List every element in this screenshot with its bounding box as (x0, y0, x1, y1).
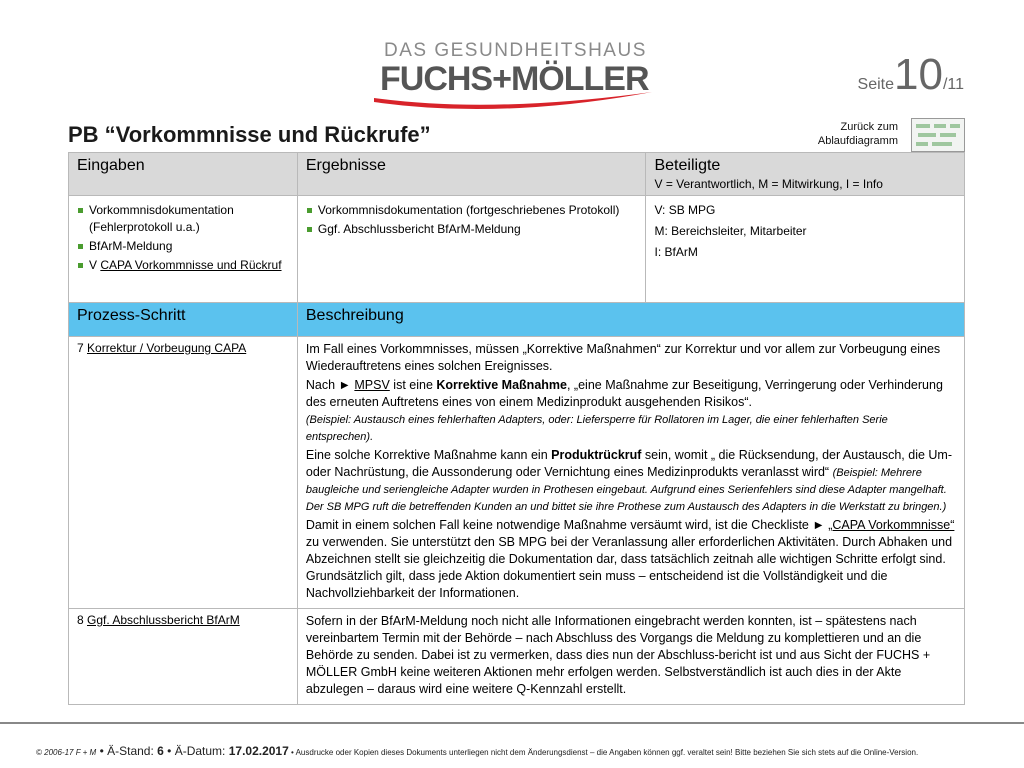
list-item: Vorkommnisdokumentation (fortgeschriebenes Protokoll) (306, 202, 638, 219)
text-span: Damit in einem solchen Fall keine notwendige Maßnahme versäumt wird, ist die Checkliste ► (305, 518, 829, 532)
step-header: Prozess-Schritt (69, 303, 298, 337)
inputs-header: Eingaben (69, 153, 298, 196)
list-item: Ggf. Abschlussbericht BfArM-Meldung (306, 221, 638, 238)
description-header: Beschreibung (297, 303, 964, 337)
step-7-link[interactable]: Korrektur / Vorbeugung CAPA (87, 341, 247, 355)
step-header-row (69, 303, 965, 337)
example-2: (Beispiel: Mehrere baugleiche und seriengleiche Adapter wurden in Prothesen eingebaut. Aufgrund eines Serienfehlers sind diese Adapter mangelhaft. Der SB MPG ruft die betreffenden Kunden an und bittet sie ihre Prothese zum Austausch des Adapters in die Werkstatt zu bringen.) (305, 467, 947, 513)
step-7-number: 7 (77, 341, 88, 355)
footer-date-value: 17.02.2017 (228, 744, 289, 758)
participant-info: I: BfArM (654, 245, 698, 259)
step-7-paragraph-2 (306, 377, 956, 445)
step-8-link[interactable]: Ggf. Abschlussbericht BfArM (87, 613, 240, 627)
logo-tagline: DAS GESUNDHEITSHAUS (384, 40, 647, 61)
page-total: /11 (942, 76, 964, 93)
list-item: BfArM-Meldung (77, 238, 289, 255)
logo-wordmark: FUCHS+MÖLLER (380, 60, 649, 98)
mpsv-link[interactable]: MPSV (354, 378, 390, 392)
step-8-number: 8 (77, 613, 88, 627)
logo-swoosh-icon (370, 84, 660, 112)
company-logo (370, 40, 660, 112)
page-current: 10 (893, 50, 943, 99)
back-link-line-1: Zurück zum (840, 121, 898, 133)
page-title: PB “Vorkommnisse und Rückrufe” (68, 122, 431, 147)
step-7-paragraph-3 (306, 447, 956, 515)
bold-term: Produktrückruf (551, 448, 642, 462)
participants-header-label: Beteiligte (654, 157, 721, 174)
page-number (858, 50, 964, 100)
footer-copyright: © 2006-17 F + M (36, 748, 97, 757)
footer-stand-value: 6 (157, 744, 164, 758)
page-label: Seite (857, 76, 894, 93)
participants-header (646, 153, 965, 196)
results-header: Ergebnisse (297, 153, 646, 196)
bold-term: Korrektive Maßnahme (436, 378, 567, 392)
table-row (69, 337, 965, 609)
flow-diagram-thumbnail-icon[interactable] (911, 118, 965, 152)
results-list (306, 202, 638, 238)
list-item (77, 257, 289, 274)
text-span: Eine solche Korrektive Maßnahme kann ein (305, 448, 552, 462)
text-span: zu verwenden. Sie unterstützt den SB MPG bei der Veranlassung aller erforderlichen Aktivitäten. Durch Abhaken und Abzeichnen stellt sie gleichzeitig die Dokumentation dar, dass tatsächlich zeitnah alle wichtigen Schritte erfolgt sind. Grundsätzlich gilt, dass jede Aktion dokumentiert sein muss – entscheidend ist die Vollständigkeit und die Nachvollziehbarkeit der Informationen. (305, 535, 953, 600)
inputs-list (77, 202, 289, 274)
text-span: , „eine Maßnahme zur Beseitigung, Verringerung oder Verhinderung des erneuten Auftretens eines von einem Medizinprodukt ausgehenden Risikos“. (305, 378, 943, 409)
participant-cooperation: M: Bereichsleiter, Mitarbeiter (654, 224, 807, 238)
footer (36, 744, 996, 758)
back-to-flowchart-link[interactable] (790, 120, 898, 148)
participants-cell (646, 196, 965, 303)
input-link-prefix: V (89, 258, 101, 272)
step-7-paragraph-4 (306, 517, 956, 602)
table-row (69, 196, 965, 303)
text-span: Nach ► (305, 378, 355, 392)
participants-legend: V = Verantwortlich, M = Mitwirkung, I = Info (654, 177, 883, 191)
text-span: ist eine (389, 378, 437, 392)
footer-stand-label: • Ä-Stand: (96, 744, 158, 758)
step-7-cell (69, 337, 298, 609)
step-7-description (297, 337, 964, 609)
footer-divider (0, 722, 1024, 724)
process-table (68, 152, 965, 705)
table-header-row (69, 153, 965, 196)
step-8-description (297, 609, 964, 705)
inputs-cell (69, 196, 298, 303)
capa-recall-link[interactable]: CAPA Vorkommnisse und Rückruf (100, 258, 282, 272)
table-row (69, 609, 965, 705)
capa-checklist-link[interactable]: „CAPA Vorkommnisse“ (828, 518, 955, 532)
text-span: sein, womit „ die Rücksendung, der Austausch, die Um- oder Nachrüstung, die Aussonderung oder Vernichtung eines Medizinprodukts veranlasst wird“ (305, 448, 952, 479)
participant-responsible: V: SB MPG (654, 203, 716, 217)
back-link-line-2: Ablaufdiagramm (817, 135, 898, 147)
list-item: Vorkommnisdokumentation (Fehlerprotokoll u.a.) (77, 202, 289, 236)
step-8-paragraph: Sofern in der BfArM-Meldung noch nicht alle Informationen eingebracht werden konnten, ist – spätestens nach vereinbartem Termin mit der Behörde – nach Abschluss des Vorgangs die Meldung zu komplettieren und an die Behörde zu senden. Dabei ist zu vermerken, dass dies nun der Abschluss-bericht ist und aus Sicht der FUCHS + MÖLLER GmbH keine weiteren Aktionen mehr erfolgen werden. Selbstverständlich ist auch dies in der Akte abzulegen – daraus wird eine weitere Q-Kennzahl erstellt. (305, 614, 931, 696)
step-8-cell (69, 609, 298, 705)
footer-notice: • Ausdrucke oder Kopien dieses Dokuments unterliegen nicht dem Änderungsdienst – die Angaben können ggf. veraltet sein! Bitte beziehen Sie sich stets auf die Online-Version. (288, 748, 919, 757)
footer-date-label: • Ä-Datum: (163, 744, 229, 758)
step-7-paragraph-1: Im Fall eines Vorkommnisses, müssen „Korrektive Maßnahmen“ zur Korrektur und vor allem zur Vorbeugung eines Wiederauftretens eines solchen Ereignisses. (305, 342, 941, 373)
example-1: (Beispiel: Austausch eines fehlerhaften Adapters, oder: Liefersperre für Rollatoren im Lager, die einer fehlerhaften Serie entsprechen). (305, 414, 888, 443)
results-cell (297, 196, 646, 303)
